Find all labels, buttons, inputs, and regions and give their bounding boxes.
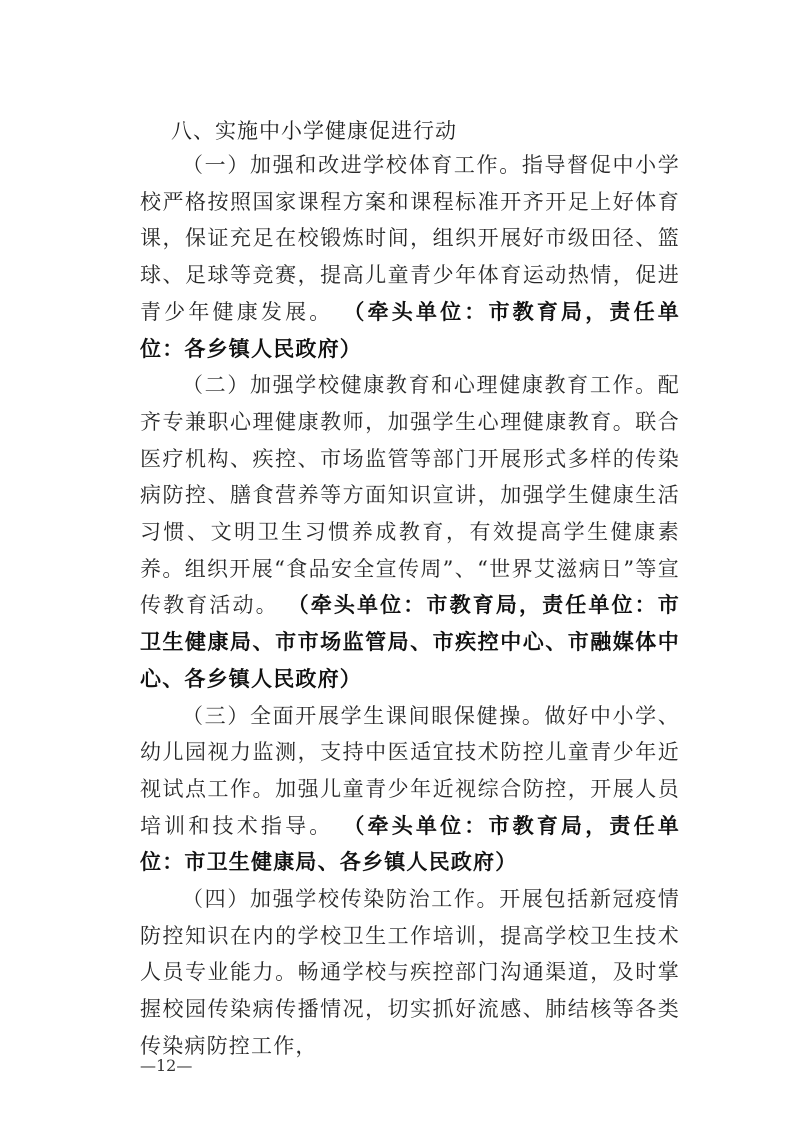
paragraph-4 xyxy=(140,881,680,1065)
paragraph-3-text: （三）全面开展学生课间眼保健操。做好中小学、幼儿园视力监测，支持中医适宜技术防控儿童青少年近视试点工作。加强儿童青少年近视综合防控，开展人员培训和技术指导。 xyxy=(140,703,680,838)
paragraph-3 xyxy=(140,698,680,882)
section-heading: 八、实施中小学健康促进行动 xyxy=(171,119,457,143)
paragraph-1-responsibility: （牵头单位：市教育局，责任单位：各乡镇人民政府） xyxy=(140,298,680,361)
paragraph-2-text: （二）加强学校健康教育和心理健康教育工作。配齐专兼职心理健康教师，加强学生心理健康教育。联合医疗机构、疾控、市场监管等部门开展形式多样的传染病防控、膳食营养等方面知识宣讲，加强学生健康生活习惯、文明卫生习惯养成教育，有效提高学生健康素养。组织开展“食品安全宣传周”、“世界艾滋病日”等宣传教育活动。 xyxy=(140,373,680,618)
page-number: —12— xyxy=(140,1056,193,1075)
body-text xyxy=(140,147,680,1065)
paragraph-4-text: （四）加强学校传染防治工作。开展包括新冠疫情防控知识在内的学校卫生工作培训，提高学校卫生技术人员专业能力。畅通学校与疾控部门沟通渠道，及时掌握校园传染病传播情况，切实抓好流感、肺结核等各类传染病防控工作， xyxy=(140,887,680,1058)
paragraph-3-responsibility: （牵头单位：市教育局，责任单位：市卫生健康局、各乡镇人民政府） xyxy=(140,812,680,875)
paragraph-1 xyxy=(140,147,680,367)
paragraph-1-text: （一）加强和改进学校体育工作。指导督促中小学校严格按照国家课程方案和课程标准开齐开足上好体育课，保证充足在校锻炼时间，组织开展好市级田径、篮球、足球等竞赛，提高儿童青少年体育运动热情，促进青少年健康发展。 xyxy=(140,153,680,324)
paragraph-2-responsibility: （牵头单位：市教育局，责任单位：市卫生健康局、市市场监管局、市疾控中心、市融媒体中心、各乡镇人民政府） xyxy=(140,592,680,691)
paragraph-2 xyxy=(140,367,680,697)
